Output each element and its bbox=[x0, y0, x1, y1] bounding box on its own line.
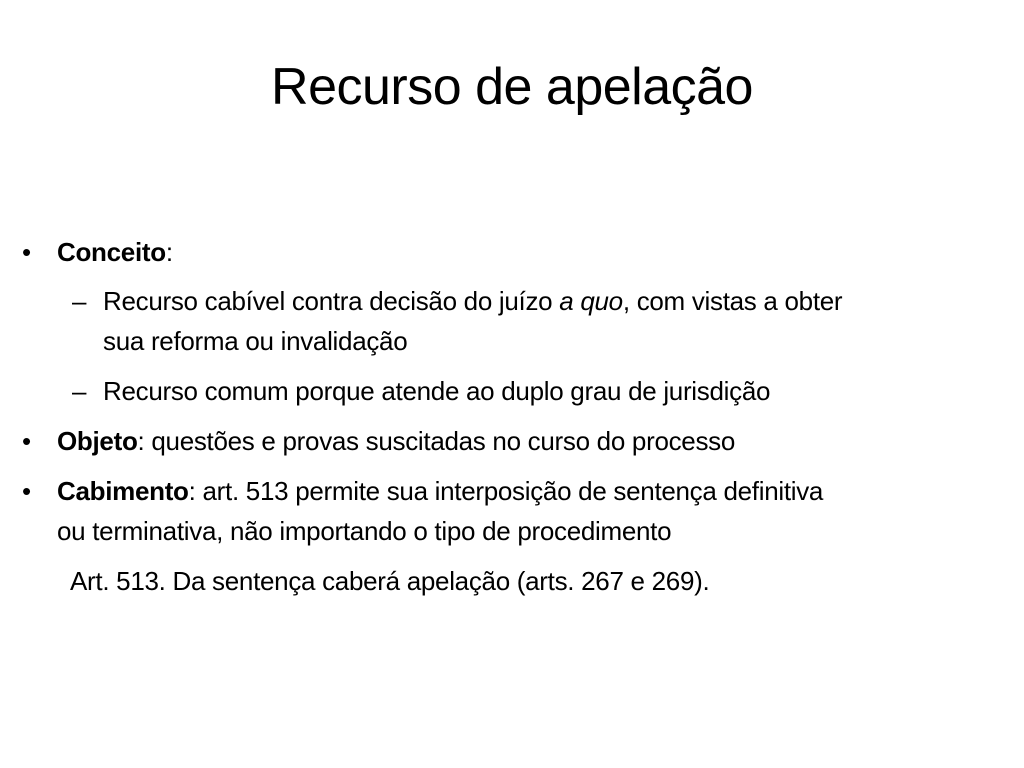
bullet-objeto bbox=[57, 425, 735, 457]
article-note: Art. 513. Da sentença caberá apelação (arts. 267 e 269). bbox=[70, 566, 710, 596]
sub-bullet-recurso-cabivel bbox=[103, 285, 842, 317]
dash-icon: – bbox=[72, 376, 87, 406]
cabimento-label: Cabimento bbox=[57, 476, 189, 506]
slide-title: Recurso de apelação bbox=[271, 58, 753, 116]
objeto-label: Objeto bbox=[57, 426, 138, 456]
sub1-text-part2: , com vistas a obter bbox=[622, 286, 843, 316]
sub1-italic-a-quo: a quo bbox=[559, 286, 623, 316]
conceito-colon: : bbox=[165, 237, 173, 267]
bullet-icon: • bbox=[22, 476, 32, 506]
sub1-text-part1: Recurso cabível contra decisão do juízo bbox=[103, 286, 560, 316]
bullet-cabimento bbox=[57, 475, 823, 507]
cabimento-text: : art. 513 permite sua interposição de sentença definitiva bbox=[188, 476, 824, 506]
dash-icon: – bbox=[72, 286, 87, 316]
sub-bullet-recurso-cabivel-line2: sua reforma ou invalidação bbox=[103, 326, 408, 356]
bullet-icon: • bbox=[22, 426, 32, 456]
sub-bullet-recurso-comum: Recurso comum porque atende ao duplo grau de jurisdição bbox=[103, 376, 771, 406]
objeto-text: : questões e provas suscitadas no curso do processo bbox=[137, 426, 736, 456]
conceito-label: Conceito bbox=[57, 237, 166, 267]
bullet-cabimento-line2: ou terminativa, não importando o tipo de procedimento bbox=[57, 516, 672, 546]
bullet-conceito bbox=[57, 236, 173, 268]
bullet-icon: • bbox=[22, 237, 32, 267]
